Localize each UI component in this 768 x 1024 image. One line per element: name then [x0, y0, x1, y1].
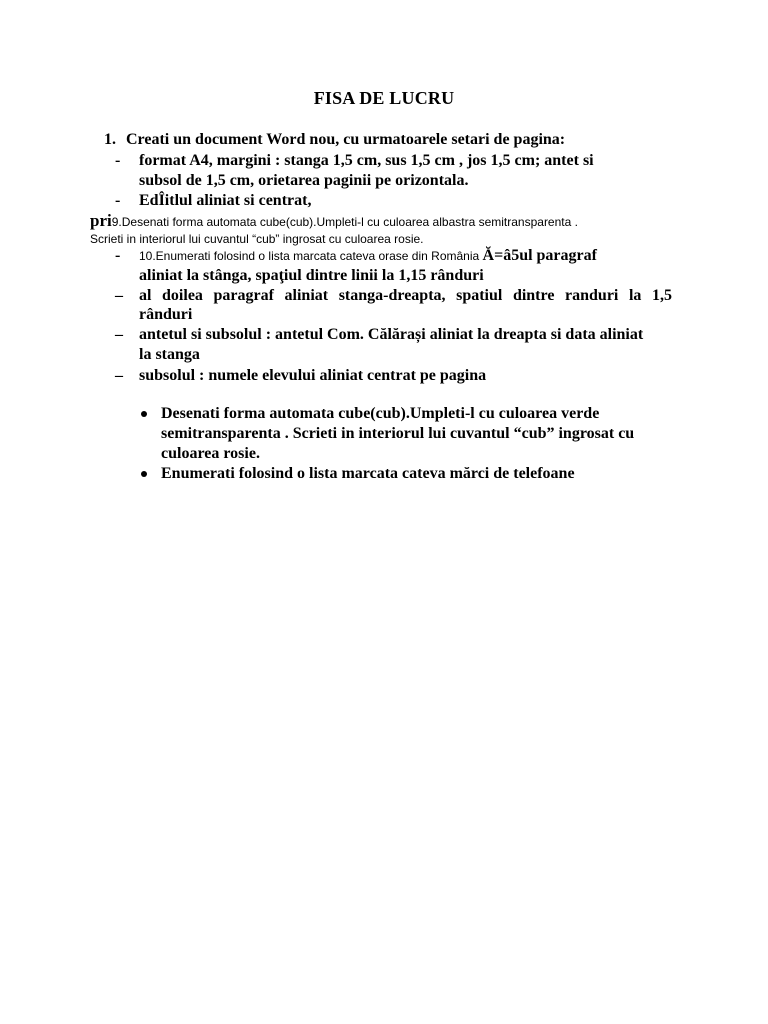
list-item-line: semitransparenta . Scrieti in interiorul lui cuvantul “cub” ingrosat cu	[161, 425, 635, 442]
list-item-line: la stanga	[139, 346, 200, 363]
dash-marker: -	[115, 247, 121, 264]
list-item-line: format A4, margini : stanga 1,5 cm, sus 1,5 cm , jos 1,5 cm; antet si	[139, 152, 594, 169]
dash-marker: –	[115, 326, 123, 343]
list-item-line: culoarea rosie.	[161, 445, 260, 462]
item-heading: Creati un document Word nou, cu urmatoarele setari de pagina:	[126, 131, 566, 148]
dash-marker: –	[115, 287, 123, 304]
garbled-small-text: 10.Enumerati folosind o lista marcata cateva orase din România	[139, 249, 483, 263]
list-item-line: EdÎitlul aliniat si centrat,	[139, 192, 312, 209]
dash-marker: -	[115, 152, 121, 169]
list-item-line: subsolul : numele elevului aliniat centrat pe pagina	[139, 367, 487, 384]
list-item-line: al doilea paragraf aliniat stanga-dreapta, spatiul dintre randuri la 1,5	[139, 287, 672, 304]
list-number: 1.	[104, 131, 116, 148]
garbled-prefix: pri	[90, 211, 112, 230]
garbled-line: Scrieti in interiorul lui cuvantul “cub” ingrosat cu culoarea rosie.	[90, 232, 424, 246]
garbled-bold-text: Ă=â5ul paragraf	[482, 247, 597, 264]
list-item-line: subsol de 1,5 cm, orietarea paginii pe orizontala.	[139, 172, 469, 189]
garbled-small-text: 9.Desenati forma automata cube(cub).Umpleti-l cu culoarea albastra semitransparenta .	[111, 215, 578, 229]
dash-marker: -	[115, 192, 121, 209]
list-item-line: antetul si subsolul : antetul Com. Călărași aliniat la dreapta si data aliniat	[139, 326, 644, 343]
garbled-line	[139, 246, 597, 266]
list-item-line: rânduri	[139, 306, 193, 323]
bullet-marker	[141, 471, 147, 477]
list-item-line: aliniat la stânga, spaţiul dintre linii la 1,15 rânduri	[139, 267, 484, 284]
bullet-marker	[141, 411, 147, 417]
list-item-line: Desenati forma automata cube(cub).Umpleti-l cu culoarea verde	[161, 405, 600, 422]
list-item-line: Enumerati folosind o lista marcata cateva mărci de telefoane	[161, 465, 575, 482]
dash-marker: –	[115, 367, 123, 384]
page-title: FISA DE LUCRU	[313, 88, 455, 108]
